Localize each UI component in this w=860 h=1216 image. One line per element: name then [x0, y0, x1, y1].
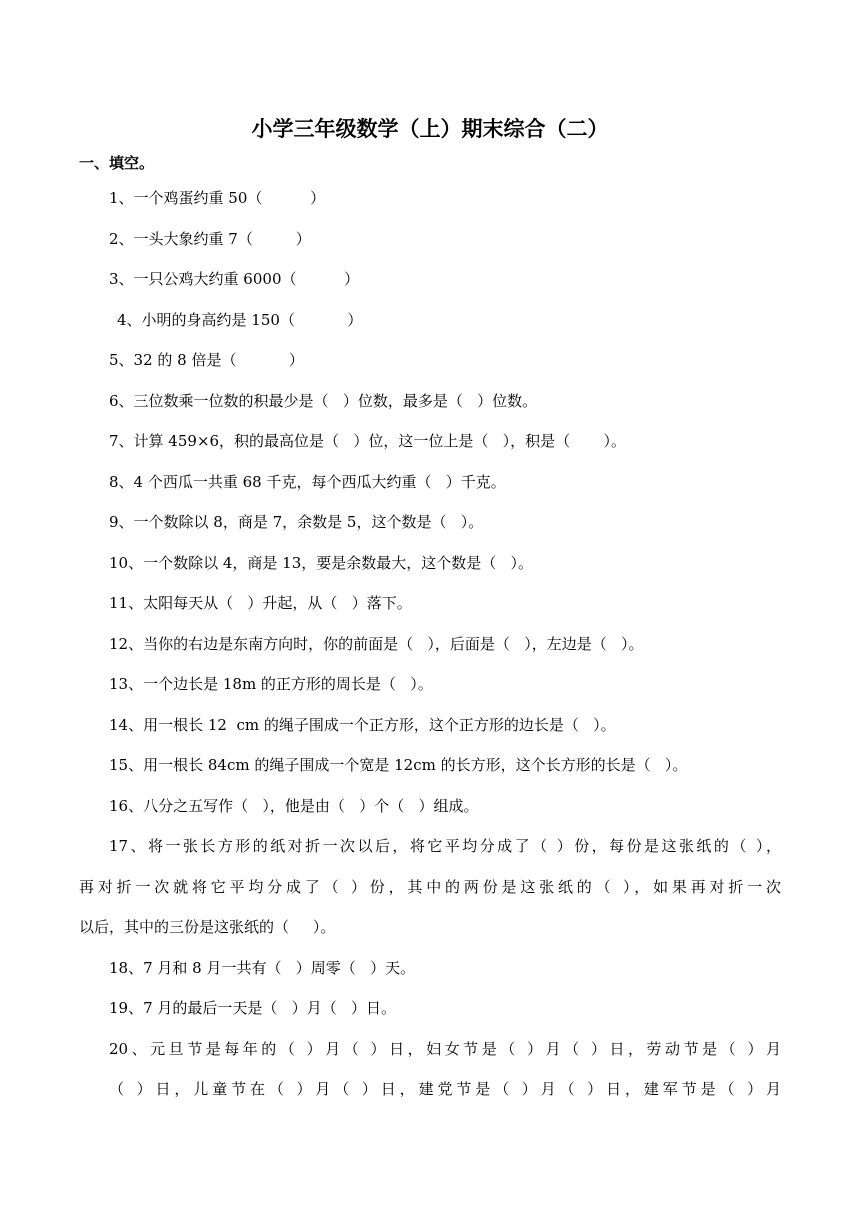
document-title: 小学三年级数学（上）期末综合（二）: [251, 116, 609, 141]
section-heading: 一、填空。: [79, 154, 155, 172]
question-line: 7、计算 459×6，积的最高位是（ ）位，这一位上是（ ），积是（ ）。: [109, 432, 627, 450]
question-line: 10、一个数除以 4，商是 13，要是余数最大，这个数是（ ）。: [109, 554, 534, 572]
question-line: 17、将一张长方形的纸对折一次以后，将它平均分成了（ ）份，每份是这张纸的（ ），: [109, 837, 781, 855]
question-line: 2、一头大象约重 7（ ）: [109, 230, 311, 248]
question-line: 12、当你的右边是东南方向时，你的前面是（ ），后面是（ ），左边是（ ）。: [109, 635, 644, 653]
question-line: 19、7 月的最后一天是（ ）月（ ）日。: [109, 999, 397, 1017]
question-line: 1、一个鸡蛋约重 50（ ）: [109, 189, 326, 207]
question-line: 16、八分之五写作（ ），他是由（ ）个（ ）组成。: [109, 797, 479, 815]
question-line: 再对折一次就将它平均分成了（ ）份，其中的两份是这张纸的（ ），如果再对折一次: [79, 878, 781, 896]
question-line: 4、小明的身高约是 150（ ）: [117, 311, 363, 329]
question-line: 3、一只公鸡大约重 6000（ ）: [109, 270, 360, 288]
question-line: 13、一个边长是 18m 的正方形的周长是（ ）。: [109, 675, 433, 693]
question-line: 11、太阳每天从（ ）升起，从（ ）落下。: [109, 594, 412, 612]
question-line: 9、一个数除以 8，商是 7，余数是 5，这个数是（ ）。: [109, 513, 484, 531]
question-line: 8、4 个西瓜一共重 68 千克，每个西瓜大约重（ ）千克。: [109, 473, 506, 491]
question-line: 6、三位数乘一位数的积最少是（ ）位数，最多是（ ）位数。: [109, 392, 538, 410]
question-line: 20、元旦节是每年的（ ）月（ ）日，妇女节是（ ）月（ ）日，劳动节是（ ）月: [109, 1040, 781, 1058]
question-line: （ ）日，儿童节在（ ）月（ ）日，建党节是（ ）月（ ）日，建军节是（ ）月: [109, 1080, 781, 1098]
question-line: 15、用一根长 84cm 的绳子围成一个宽是 12cm 的长方形，这个长方形的长是（ ）。: [109, 756, 688, 774]
question-line: 以后，其中的三份是这张纸的（ ）。: [79, 918, 336, 936]
question-line: 5、32 的 8 倍是（ ）: [109, 351, 304, 369]
question-line: 18、7 月和 8 月一共有（ ）周零（ ）天。: [109, 959, 416, 977]
question-line: 14、用一根长 12 cm 的绳子围成一个正方形，这个正方形的边长是（ ）。: [109, 716, 616, 734]
